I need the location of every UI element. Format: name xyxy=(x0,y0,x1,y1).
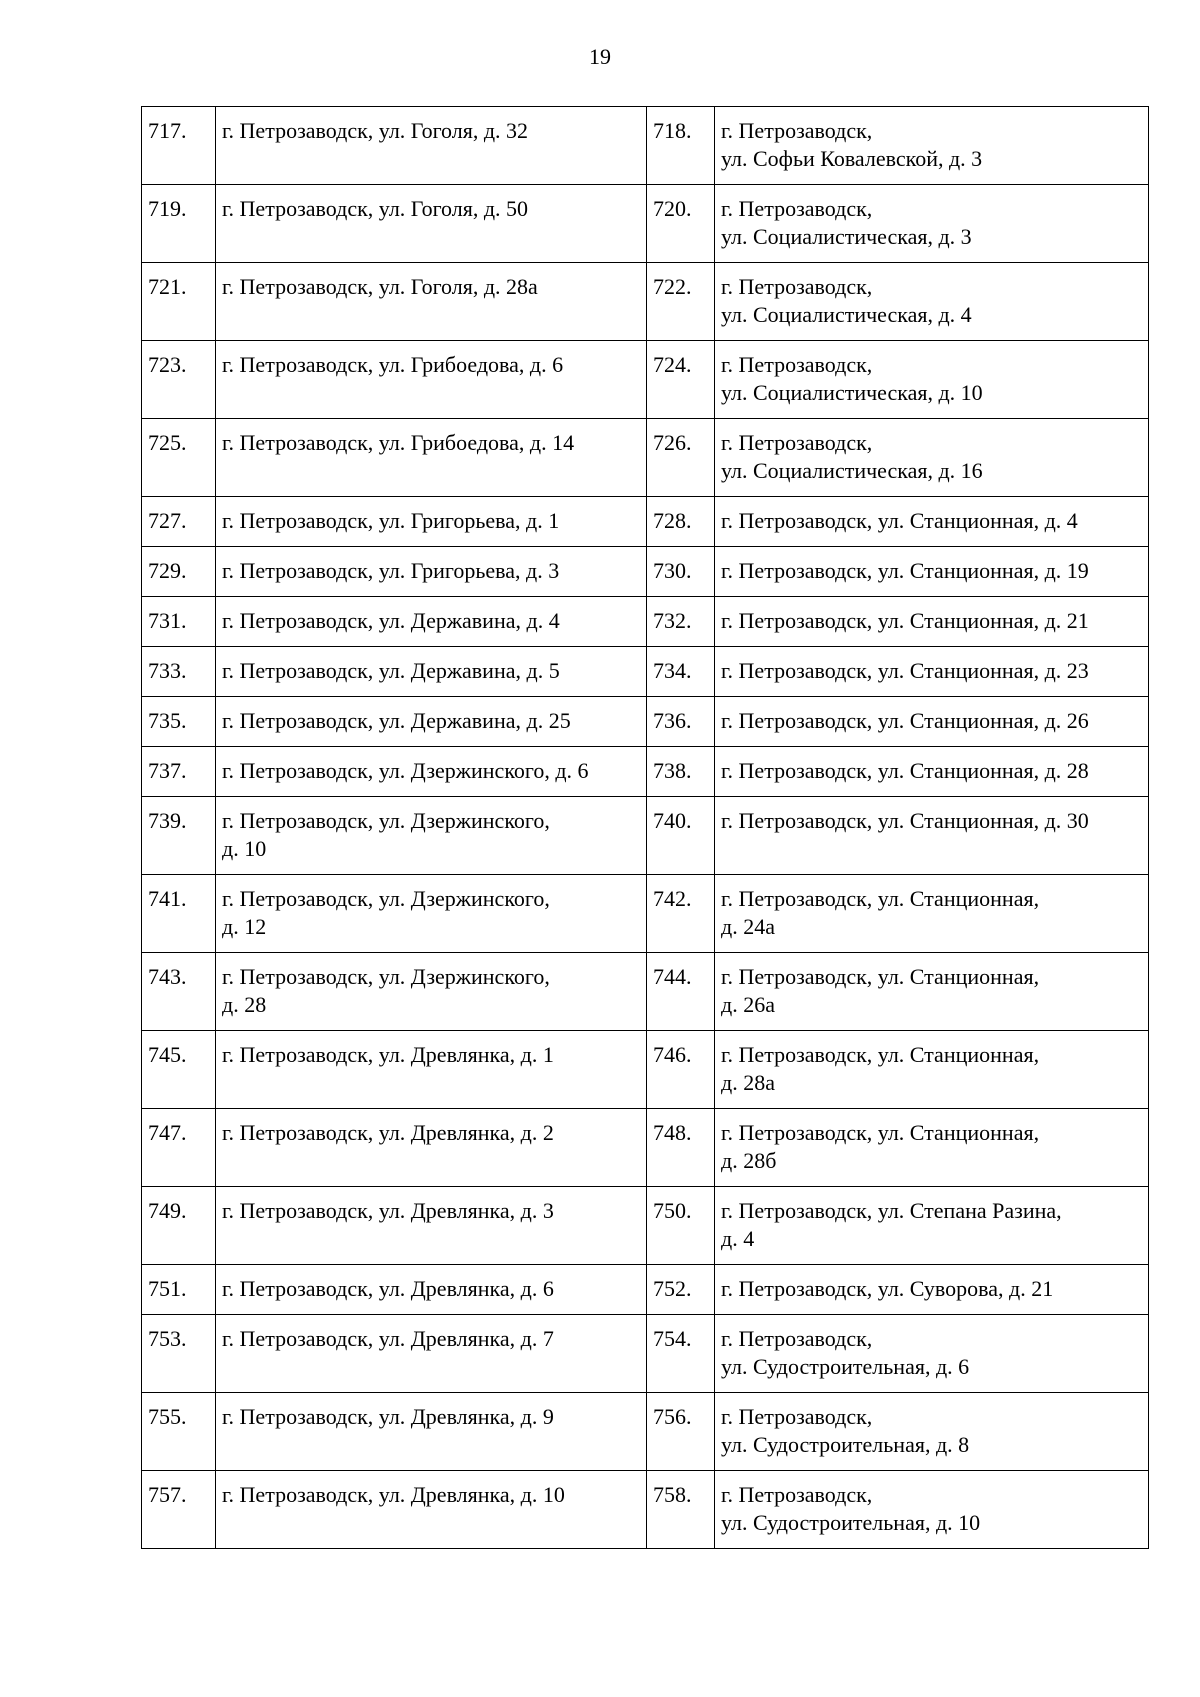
table-row xyxy=(142,1393,1149,1471)
address-left xyxy=(216,1471,647,1549)
address-left xyxy=(216,797,647,875)
address-table xyxy=(141,106,1149,1549)
row-number-left: 743. xyxy=(142,953,216,1031)
address-right xyxy=(715,1315,1149,1393)
row-number-right: 748. xyxy=(647,1109,715,1187)
address-line: д. 10 xyxy=(222,836,267,861)
address-right xyxy=(715,497,1149,547)
row-number-left: 741. xyxy=(142,875,216,953)
address-line: д. 4 xyxy=(721,1226,755,1251)
address-line: г. Петрозаводск, ул. Древлянка, д. 1 xyxy=(222,1042,554,1067)
address-right xyxy=(715,185,1149,263)
row-number-right: 718. xyxy=(647,107,715,185)
row-number-left: 721. xyxy=(142,263,216,341)
address-line: ул. Социалистическая, д. 16 xyxy=(721,458,983,483)
address-right xyxy=(715,597,1149,647)
address-line: г. Петрозаводск, ул. Грибоедова, д. 14 xyxy=(222,430,575,455)
page-number: 19 xyxy=(589,44,611,69)
address-right xyxy=(715,419,1149,497)
address-line: г. Петрозаводск, ул. Станционная, xyxy=(721,1042,1040,1067)
table-row xyxy=(142,1315,1149,1393)
address-line: г. Петрозаводск, ул. Грибоедова, д. 6 xyxy=(222,352,564,377)
address-left xyxy=(216,953,647,1031)
row-number-left: 719. xyxy=(142,185,216,263)
address-right xyxy=(715,875,1149,953)
row-number-left: 735. xyxy=(142,697,216,747)
address-line: ул. Судостроительная, д. 8 xyxy=(721,1432,970,1457)
row-number-left: 737. xyxy=(142,747,216,797)
row-number-right: 744. xyxy=(647,953,715,1031)
table-row xyxy=(142,497,1149,547)
address-line: г. Петрозаводск, ул. Степана Разина, xyxy=(721,1198,1062,1223)
row-number-right: 758. xyxy=(647,1471,715,1549)
row-number-right: 750. xyxy=(647,1187,715,1265)
address-left xyxy=(216,263,647,341)
address-line: ул. Социалистическая, д. 3 xyxy=(721,224,972,249)
row-number-left: 753. xyxy=(142,1315,216,1393)
address-line: г. Петрозаводск, ул. Древлянка, д. 10 xyxy=(222,1482,565,1507)
row-number-left: 745. xyxy=(142,1031,216,1109)
address-line: г. Петрозаводск, ул. Дзержинского, д. 6 xyxy=(222,758,589,783)
address-line: д. 24а xyxy=(721,914,775,939)
address-right xyxy=(715,1393,1149,1471)
row-number-right: 738. xyxy=(647,747,715,797)
row-number-left: 727. xyxy=(142,497,216,547)
address-line: ул. Социалистическая, д. 4 xyxy=(721,302,972,327)
address-line: г. Петрозаводск, xyxy=(721,196,873,221)
address-right xyxy=(715,797,1149,875)
address-line: г. Петрозаводск, ул. Дзержинского, xyxy=(222,808,550,833)
table-row xyxy=(142,1265,1149,1315)
table-row xyxy=(142,597,1149,647)
address-left xyxy=(216,341,647,419)
row-number-right: 746. xyxy=(647,1031,715,1109)
address-line: г. Петрозаводск, ул. Древлянка, д. 2 xyxy=(222,1120,554,1145)
table-row xyxy=(142,263,1149,341)
row-number-right: 740. xyxy=(647,797,715,875)
address-line: г. Петрозаводск, ул. Державина, д. 4 xyxy=(222,608,560,633)
address-right xyxy=(715,1031,1149,1109)
address-table-body xyxy=(142,107,1149,1549)
address-line: г. Петрозаводск, ул. Гоголя, д. 32 xyxy=(222,118,529,143)
address-line: г. Петрозаводск, xyxy=(721,274,873,299)
row-number-right: 736. xyxy=(647,697,715,747)
row-number-right: 726. xyxy=(647,419,715,497)
table-row xyxy=(142,875,1149,953)
address-line: г. Петрозаводск, ул. Станционная, xyxy=(721,886,1040,911)
address-line: г. Петрозаводск, ул. Станционная, д. 19 xyxy=(721,558,1089,583)
table-row xyxy=(142,1109,1149,1187)
address-line: г. Петрозаводск, ул. Дзержинского, xyxy=(222,886,550,911)
address-right xyxy=(715,697,1149,747)
address-line: г. Петрозаводск, ул. Станционная, д. 21 xyxy=(721,608,1089,633)
row-number-left: 751. xyxy=(142,1265,216,1315)
address-left xyxy=(216,647,647,697)
row-number-left: 749. xyxy=(142,1187,216,1265)
address-line: г. Петрозаводск, xyxy=(721,1482,873,1507)
row-number-left: 731. xyxy=(142,597,216,647)
address-left xyxy=(216,597,647,647)
row-number-left: 729. xyxy=(142,547,216,597)
address-right xyxy=(715,1265,1149,1315)
row-number-left: 723. xyxy=(142,341,216,419)
address-right xyxy=(715,953,1149,1031)
address-right xyxy=(715,547,1149,597)
address-line: г. Петрозаводск, ул. Станционная, xyxy=(721,964,1040,989)
address-line: г. Петрозаводск, ул. Станционная, д. 28 xyxy=(721,758,1089,783)
address-line: г. Петрозаводск, ул. Державина, д. 25 xyxy=(222,708,571,733)
table-row xyxy=(142,1187,1149,1265)
address-line: г. Петрозаводск, xyxy=(721,352,873,377)
row-number-right: 728. xyxy=(647,497,715,547)
address-left xyxy=(216,185,647,263)
table-row xyxy=(142,797,1149,875)
address-right xyxy=(715,747,1149,797)
address-left xyxy=(216,1265,647,1315)
address-line: г. Петрозаводск, xyxy=(721,1404,873,1429)
address-left xyxy=(216,107,647,185)
address-line: г. Петрозаводск, ул. Древлянка, д. 3 xyxy=(222,1198,554,1223)
address-line: г. Петрозаводск, ул. Державина, д. 5 xyxy=(222,658,560,683)
address-left xyxy=(216,547,647,597)
address-left xyxy=(216,419,647,497)
table-row xyxy=(142,185,1149,263)
address-line: г. Петрозаводск, ул. Станционная, д. 30 xyxy=(721,808,1089,833)
row-number-right: 730. xyxy=(647,547,715,597)
address-line: д. 28а xyxy=(721,1070,775,1095)
table-row xyxy=(142,647,1149,697)
address-line: ул. Судостроительная, д. 6 xyxy=(721,1354,970,1379)
address-line: г. Петрозаводск, ул. Станционная, д. 4 xyxy=(721,508,1078,533)
address-left xyxy=(216,1109,647,1187)
address-line: д. 28б xyxy=(721,1148,777,1173)
address-right xyxy=(715,263,1149,341)
address-line: г. Петрозаводск, xyxy=(721,430,873,455)
table-row xyxy=(142,953,1149,1031)
row-number-left: 725. xyxy=(142,419,216,497)
address-line: г. Петрозаводск, ул. Гоголя, д. 50 xyxy=(222,196,529,221)
address-line: г. Петрозаводск, ул. Древлянка, д. 7 xyxy=(222,1326,554,1351)
address-right xyxy=(715,1109,1149,1187)
address-line: ул. Судостроительная, д. 10 xyxy=(721,1510,981,1535)
address-right xyxy=(715,1187,1149,1265)
row-number-right: 756. xyxy=(647,1393,715,1471)
row-number-left: 733. xyxy=(142,647,216,697)
address-line: г. Петрозаводск, ул. Станционная, д. 23 xyxy=(721,658,1089,683)
row-number-left: 739. xyxy=(142,797,216,875)
table-row xyxy=(142,419,1149,497)
address-line: г. Петрозаводск, ул. Григорьева, д. 3 xyxy=(222,558,560,583)
address-line: г. Петрозаводск, ул. Древлянка, д. 9 xyxy=(222,1404,554,1429)
address-line: г. Петрозаводск, ул. Суворова, д. 21 xyxy=(721,1276,1054,1301)
address-right xyxy=(715,1471,1149,1549)
address-left xyxy=(216,1315,647,1393)
address-line: д. 12 xyxy=(222,914,267,939)
row-number-left: 755. xyxy=(142,1393,216,1471)
table-row xyxy=(142,747,1149,797)
address-right xyxy=(715,341,1149,419)
address-left xyxy=(216,875,647,953)
row-number-right: 720. xyxy=(647,185,715,263)
address-line: г. Петрозаводск, ул. Станционная, д. 26 xyxy=(721,708,1089,733)
table-row xyxy=(142,1471,1149,1549)
table-row xyxy=(142,107,1149,185)
table-row xyxy=(142,1031,1149,1109)
address-line: г. Петрозаводск, xyxy=(721,118,873,143)
table-row xyxy=(142,697,1149,747)
address-line: г. Петрозаводск, ул. Гоголя, д. 28а xyxy=(222,274,538,299)
row-number-right: 734. xyxy=(647,647,715,697)
row-number-left: 717. xyxy=(142,107,216,185)
row-number-right: 742. xyxy=(647,875,715,953)
address-line: д. 26а xyxy=(721,992,775,1017)
address-line: г. Петрозаводск, xyxy=(721,1326,873,1351)
address-line: г. Петрозаводск, ул. Григорьева, д. 1 xyxy=(222,508,560,533)
address-line: г. Петрозаводск, ул. Дзержинского, xyxy=(222,964,550,989)
row-number-left: 757. xyxy=(142,1471,216,1549)
address-left xyxy=(216,1031,647,1109)
row-number-right: 754. xyxy=(647,1315,715,1393)
address-line: д. 28 xyxy=(222,992,267,1017)
row-number-right: 722. xyxy=(647,263,715,341)
address-line: ул. Социалистическая, д. 10 xyxy=(721,380,983,405)
address-right xyxy=(715,647,1149,697)
address-left xyxy=(216,1187,647,1265)
address-left xyxy=(216,1393,647,1471)
address-line: г. Петрозаводск, ул. Древлянка, д. 6 xyxy=(222,1276,554,1301)
address-left xyxy=(216,747,647,797)
address-left xyxy=(216,497,647,547)
row-number-left: 747. xyxy=(142,1109,216,1187)
table-row xyxy=(142,547,1149,597)
address-left xyxy=(216,697,647,747)
table-row xyxy=(142,341,1149,419)
address-right xyxy=(715,107,1149,185)
row-number-right: 724. xyxy=(647,341,715,419)
address-line: ул. Софьи Ковалевской, д. 3 xyxy=(721,146,983,171)
row-number-right: 752. xyxy=(647,1265,715,1315)
row-number-right: 732. xyxy=(647,597,715,647)
address-line: г. Петрозаводск, ул. Станционная, xyxy=(721,1120,1040,1145)
